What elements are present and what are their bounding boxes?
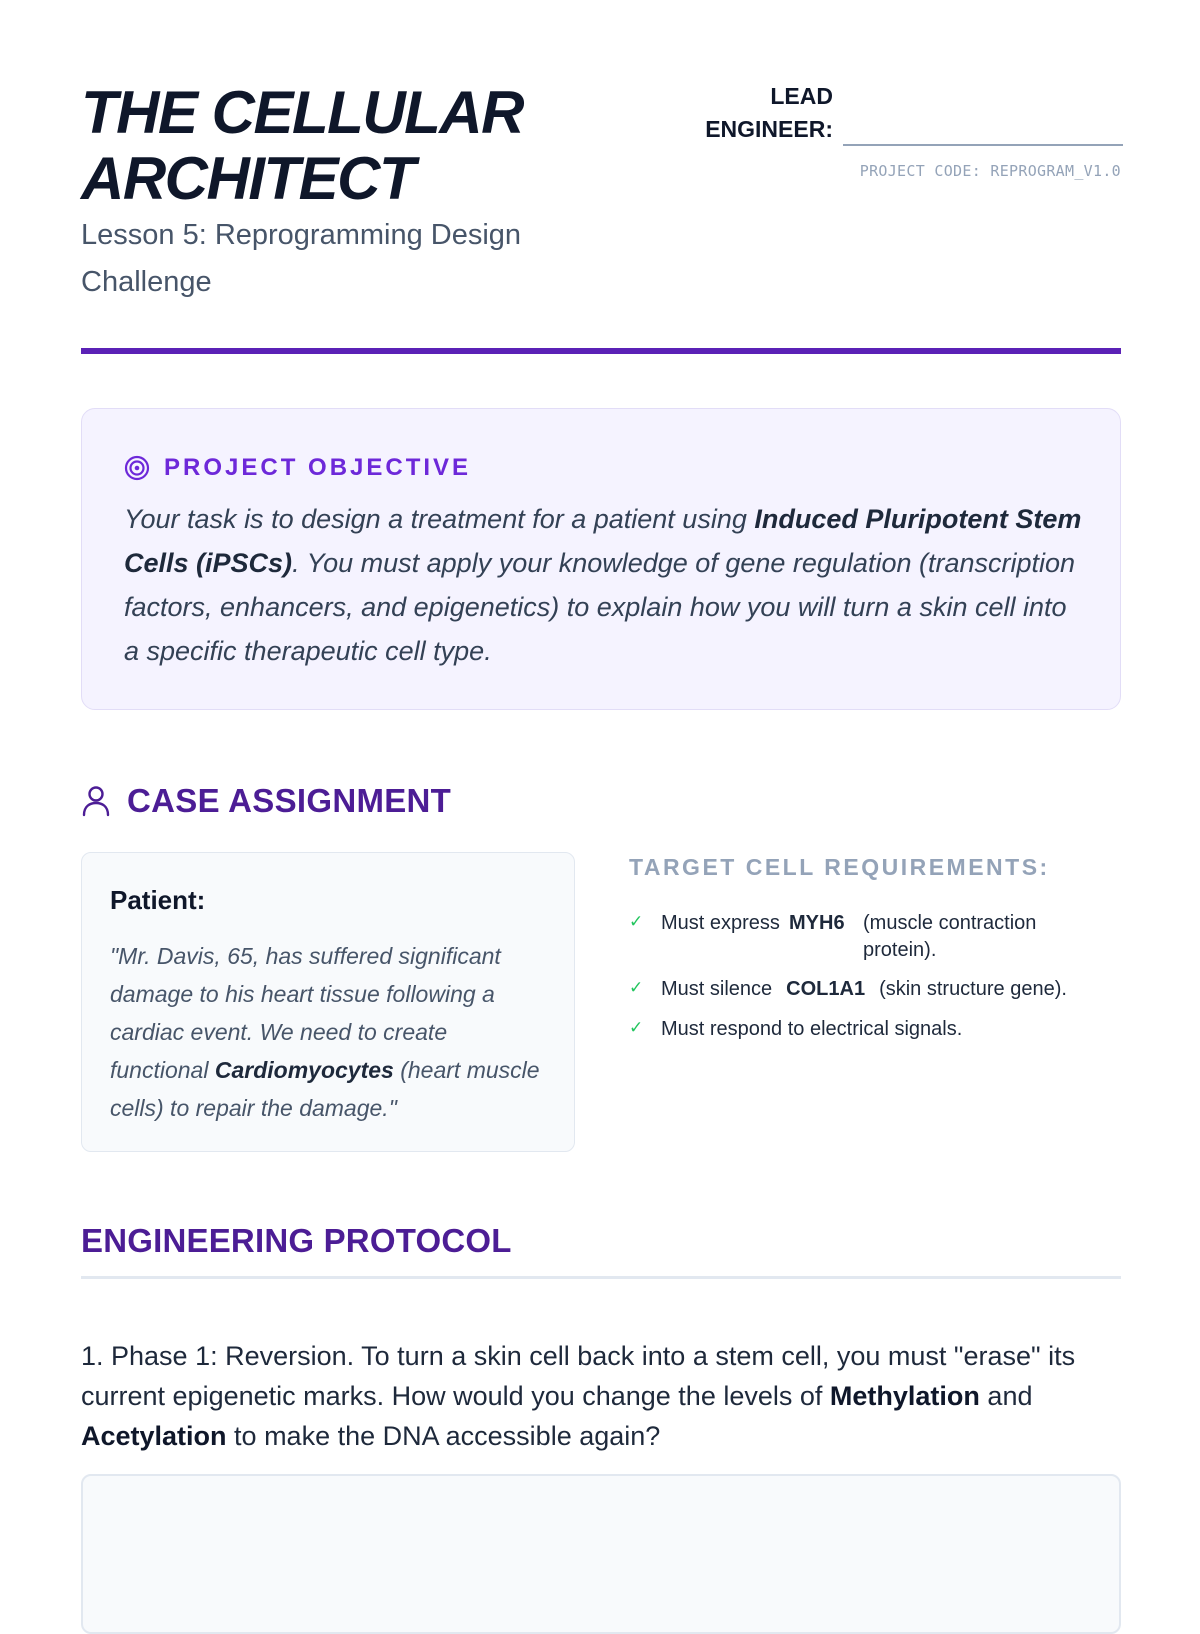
objective-panel [81, 408, 1121, 710]
project-code: PROJECT CODE: REPROGRAM_V1.0 [859, 162, 1121, 180]
title-line-1: THE CELLULAR [81, 79, 523, 146]
target-icon [124, 455, 150, 481]
protocol-title: ENGINEERING PROTOCOL [81, 1222, 512, 1259]
requirement-item [629, 1016, 962, 1043]
requirements-title: TARGET CELL REQUIREMENTS: [629, 854, 1050, 880]
requirement-prefix: Must express [661, 912, 780, 934]
objective-header [124, 454, 471, 482]
patient-quote-part-2: (heart muscle cells) to repair the damage." [110, 1057, 540, 1121]
title-line-2: ARCHITECT [81, 145, 415, 212]
question-1-bold-acetylation: Acetylation [81, 1421, 227, 1451]
patient-label: Patient: [110, 885, 206, 915]
case-assignment-header [81, 782, 451, 820]
requirement-prefix: Must silence [661, 978, 773, 1000]
objective-text [124, 497, 1084, 673]
patient-quote-part-1: "Mr. Davis, 65, has suffered significant damage to his heart tissue following a cardiac event. We need to create functional [110, 943, 501, 1083]
question-1-part-3: to make the DNA accessible again? [226, 1421, 661, 1451]
requirement-suffix: (muscle contraction protein). [863, 912, 1037, 961]
objective-text-bold: Induced Pluripotent Stem Cells (iPSCs) [124, 504, 1082, 578]
question-1-part-2: and [979, 1381, 1033, 1411]
patient-card [81, 852, 575, 1152]
patient-quote-bold: Cardiomyocytes [214, 1057, 394, 1083]
answer-box-1[interactable] [81, 1474, 1121, 1634]
lead-label-line-2: ENGINEER: [705, 116, 833, 142]
check-icon: ✓ [629, 912, 644, 931]
user-icon [81, 785, 111, 817]
check-icon: ✓ [629, 978, 644, 997]
patient-quote [110, 937, 550, 1127]
worksheet-page [81, 0, 1121, 1600]
question-1 [81, 1336, 1121, 1456]
question-1-part-1: 1. Phase 1: Reversion. To turn a skin cell back into a stem cell, you must "erase" its current epigenetic marks. How would you change the levels of [81, 1341, 1076, 1411]
requirement-gene: COL1A1 [786, 978, 866, 1000]
question-1-bold-methylation: Methylation [829, 1381, 980, 1411]
lesson-subtitle: Lesson 5: Reprogramming Design Challenge [81, 219, 522, 298]
check-icon: ✓ [629, 1018, 644, 1037]
protocol-divider [81, 1276, 1121, 1279]
requirement-prefix: Must respond to electrical signals. [661, 1018, 963, 1040]
header-divider [81, 348, 1121, 354]
objective-title: PROJECT OBJECTIVE [164, 454, 472, 481]
requirement-gene: MYH6 [789, 912, 845, 934]
lead-label-line-1: LEAD [770, 83, 833, 109]
case-assignment-title: CASE ASSIGNMENT [127, 782, 452, 819]
requirement-item [629, 910, 1073, 964]
objective-text-part-1: Your task is to design a treatment for a patient using [124, 504, 755, 534]
lead-engineer-field[interactable] [843, 144, 1123, 146]
page-title [81, 80, 681, 212]
objective-text-part-2: . You must apply your knowledge of gene regulation (transcription factors, enhancers, and epigenetics) to explain how you will turn a skin cell into a specific therapeutic cell type. [124, 548, 1076, 666]
lead-engineer-label [693, 80, 833, 146]
requirement-item [629, 976, 1067, 1003]
requirement-suffix: (skin structure gene). [879, 978, 1067, 1000]
